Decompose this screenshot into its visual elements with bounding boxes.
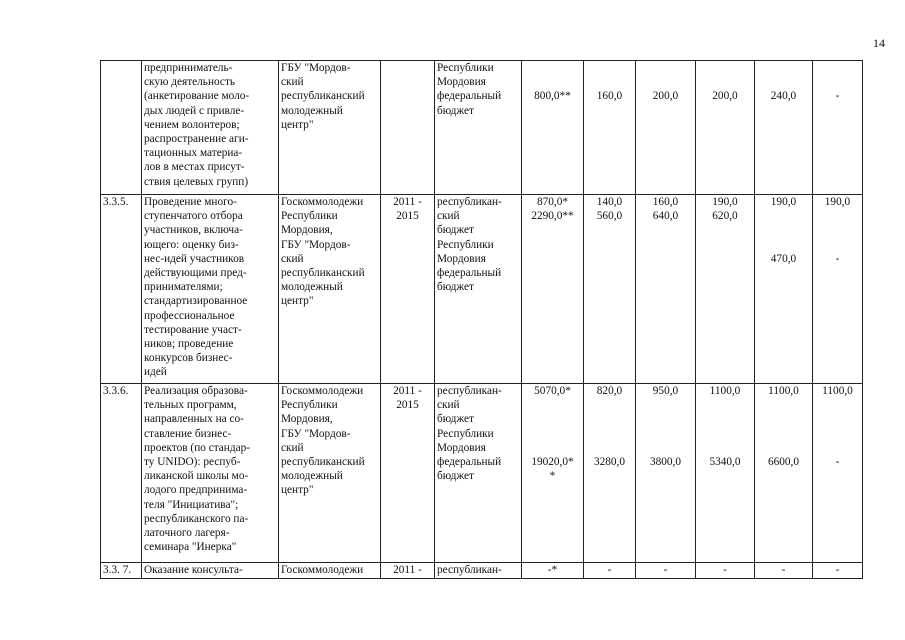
- event-line: ющего: оценку биз-: [144, 238, 239, 251]
- source-line: бюджет: [437, 224, 474, 237]
- year-4-cell: [755, 384, 813, 563]
- year-1-cell: -: [584, 563, 636, 579]
- year-5-cell: [813, 61, 863, 195]
- row-number-cell: 3.3. 7.: [101, 563, 142, 579]
- event-line: тационных материа-: [144, 147, 243, 160]
- event-line: лодого предпринима-: [144, 484, 248, 497]
- event-cell: Оказание консульта-: [142, 563, 279, 579]
- year-5-cell: [813, 384, 863, 563]
- year-1-cell: [584, 384, 636, 563]
- event-line: латочного лагеря-: [144, 527, 230, 540]
- period-line: 2011 -: [393, 196, 422, 208]
- year-value: -: [835, 456, 840, 468]
- year-value: 140,0: [596, 196, 623, 208]
- source-cell: [435, 384, 522, 563]
- year-value: 1100,0: [822, 385, 853, 397]
- total-value: 800,0**: [534, 90, 571, 103]
- year-value: 200,0: [652, 90, 679, 103]
- year-3-cell: [696, 195, 755, 384]
- executor-line: ГБУ "Мордов-: [281, 238, 351, 251]
- event-line: (анкетирование моло-: [144, 90, 250, 103]
- total-value: 5070,0*: [534, 385, 571, 397]
- year-value: 470,0: [770, 252, 797, 265]
- year-value: 640,0: [652, 210, 679, 223]
- program-table: [100, 60, 863, 579]
- executor-line: Республики: [281, 210, 338, 223]
- year-value: 6600,0: [767, 456, 800, 468]
- event-line: участников, включа-: [144, 224, 243, 237]
- source-line: бюджет: [437, 413, 474, 426]
- year-1-cell: [584, 195, 636, 384]
- event-line: тельных программ,: [144, 399, 237, 412]
- event-line: профессиональное: [144, 309, 235, 322]
- executor-line: ский: [281, 441, 304, 454]
- event-cell: [142, 195, 279, 384]
- source-line: Республики: [437, 238, 494, 251]
- executor-line: Республики: [281, 399, 338, 412]
- event-line: ников; проведение: [144, 338, 234, 351]
- year-3-cell: [696, 61, 755, 195]
- period-line: 2011 -: [393, 385, 422, 397]
- executor-line: республиканский: [281, 456, 365, 469]
- event-line: нес-идей участников: [144, 252, 245, 265]
- event-cell: [142, 61, 279, 195]
- period-cell: [381, 195, 435, 384]
- period-cell: 2011 -: [381, 563, 435, 579]
- executor-cell: [279, 195, 381, 384]
- executor-line: ГБУ "Мордов-: [281, 427, 351, 440]
- total-value: 870,0*: [536, 196, 569, 208]
- executor-line: Мордовия,: [281, 224, 333, 237]
- event-line: Проведение много-: [144, 196, 237, 208]
- event-line: распространение аги-: [144, 133, 249, 146]
- total-value: 2290,0**: [531, 210, 574, 223]
- event-line: действующими пред-: [144, 267, 247, 280]
- year-value: 950,0: [652, 385, 679, 397]
- year-value: 5340,0: [709, 456, 741, 468]
- source-line: ский: [437, 210, 460, 223]
- source-line: Республики: [437, 62, 494, 74]
- source-line: Мордовия: [437, 441, 486, 454]
- executor-cell: Госкоммолодежи: [279, 563, 381, 579]
- total-value: 19020,0*: [531, 456, 574, 468]
- event-line: ликанской школы мо-: [144, 470, 249, 483]
- executor-line: молодежный: [281, 281, 343, 294]
- source-line: республикан-: [437, 385, 502, 397]
- year-3-cell: -: [696, 563, 755, 579]
- year-3-cell: [696, 384, 755, 563]
- event-line: семинара "Инерка": [144, 541, 237, 554]
- year-1-cell: [584, 61, 636, 195]
- year-value: -: [835, 90, 840, 103]
- year-value: 1100,0: [709, 385, 741, 397]
- table-row: [101, 384, 863, 563]
- year-5-cell: [813, 195, 863, 384]
- year-5-cell: -: [813, 563, 863, 579]
- year-value: 160,0: [596, 90, 623, 103]
- event-line: проектов (по стандар-: [144, 441, 251, 454]
- row-number-cell: 3.3.5.: [101, 195, 142, 384]
- source-line: федеральный: [437, 456, 502, 469]
- event-cell: [142, 384, 279, 563]
- event-line: ставление бизнес-: [144, 427, 232, 440]
- page-number: 14: [873, 36, 885, 50]
- event-line: ствия целевых групп): [144, 175, 249, 188]
- period-line: 2015: [396, 399, 419, 412]
- total-cell: [522, 61, 584, 195]
- row-number-cell: 3.3.6.: [101, 384, 142, 563]
- period-cell: [381, 61, 435, 195]
- source-line: республикан-: [437, 196, 502, 208]
- event-line: ступенчатого отбора: [144, 210, 243, 223]
- year-value: 190,0: [824, 196, 851, 208]
- executor-line: Госкоммолодежи: [281, 196, 364, 208]
- event-line: принимателями;: [144, 281, 223, 294]
- table-row: [101, 563, 863, 579]
- event-line: дых людей с привле-: [144, 104, 245, 117]
- executor-line: ский: [281, 252, 304, 265]
- event-line: теля "Инициатива";: [144, 498, 239, 511]
- year-value: 200,0: [712, 90, 738, 103]
- year-value: 3800,0: [649, 456, 682, 468]
- executor-line: молодежный: [281, 104, 343, 117]
- executor-line: центр": [281, 118, 314, 131]
- total-value: *: [549, 470, 556, 483]
- source-line: Республики: [437, 427, 494, 440]
- year-4-cell: [755, 195, 813, 384]
- year-value: 190,0: [712, 196, 738, 208]
- year-4-cell: -: [755, 563, 813, 579]
- total-cell: -*: [522, 563, 584, 579]
- event-line: предприниматель-: [144, 62, 233, 74]
- total-cell: [522, 195, 584, 384]
- executor-line: республиканский: [281, 90, 365, 103]
- row-number-cell: [101, 61, 142, 195]
- source-line: Мордовия: [437, 76, 486, 89]
- executor-line: республиканский: [281, 267, 365, 280]
- year-4-cell: [755, 61, 813, 195]
- period-line: 2015: [396, 210, 419, 223]
- source-line: бюджет: [437, 281, 474, 294]
- event-line: Реализация образова-: [144, 385, 248, 397]
- year-value: 240,0: [770, 90, 797, 103]
- event-line: стандартизированное: [144, 295, 248, 308]
- executor-line: ГБУ "Мордов-: [281, 62, 351, 74]
- year-2-cell: [636, 384, 696, 563]
- event-line: направленных на со-: [144, 413, 244, 426]
- event-line: скую деятельность: [144, 76, 236, 89]
- event-line: ту UNIDO): респуб-: [144, 456, 241, 469]
- year-value: 1100,0: [768, 385, 799, 397]
- executor-line: ский: [281, 76, 304, 89]
- executor-cell: [279, 61, 381, 195]
- source-cell: республикан-: [435, 563, 522, 579]
- table-row: [101, 61, 863, 195]
- source-line: бюджет: [437, 470, 474, 483]
- year-value: 620,0: [712, 210, 738, 223]
- year-value: 3280,0: [593, 456, 626, 468]
- source-line: бюджет: [437, 104, 474, 117]
- event-line: конкурсов бизнес-: [144, 352, 233, 365]
- year-value: 820,0: [596, 385, 623, 397]
- executor-line: Госкоммолодежи: [281, 385, 364, 397]
- source-line: Мордовия: [437, 252, 486, 265]
- table-row: [101, 195, 863, 384]
- total-cell: [522, 384, 584, 563]
- executor-line: Мордовия,: [281, 413, 333, 426]
- event-line: тестирование участ-: [144, 323, 242, 336]
- event-line: лов в местах присут-: [144, 161, 245, 174]
- year-value: 190,0: [770, 196, 797, 208]
- year-2-cell: -: [636, 563, 696, 579]
- event-line: республиканского па-: [144, 512, 249, 525]
- executor-line: молодежный: [281, 470, 343, 483]
- year-value: 160,0: [652, 196, 679, 208]
- executor-line: центр": [281, 484, 314, 497]
- year-2-cell: [636, 61, 696, 195]
- period-cell: [381, 384, 435, 563]
- event-line: идей: [144, 366, 167, 379]
- source-line: федеральный: [437, 90, 502, 103]
- source-cell: [435, 61, 522, 195]
- executor-cell: [279, 384, 381, 563]
- executor-line: центр": [281, 295, 314, 308]
- event-line: чением волонтеров;: [144, 118, 240, 131]
- year-value: -: [835, 252, 840, 265]
- year-2-cell: [636, 195, 696, 384]
- year-value: 560,0: [596, 210, 623, 223]
- source-line: ский: [437, 399, 460, 412]
- source-cell: [435, 195, 522, 384]
- source-line: федеральный: [437, 267, 502, 280]
